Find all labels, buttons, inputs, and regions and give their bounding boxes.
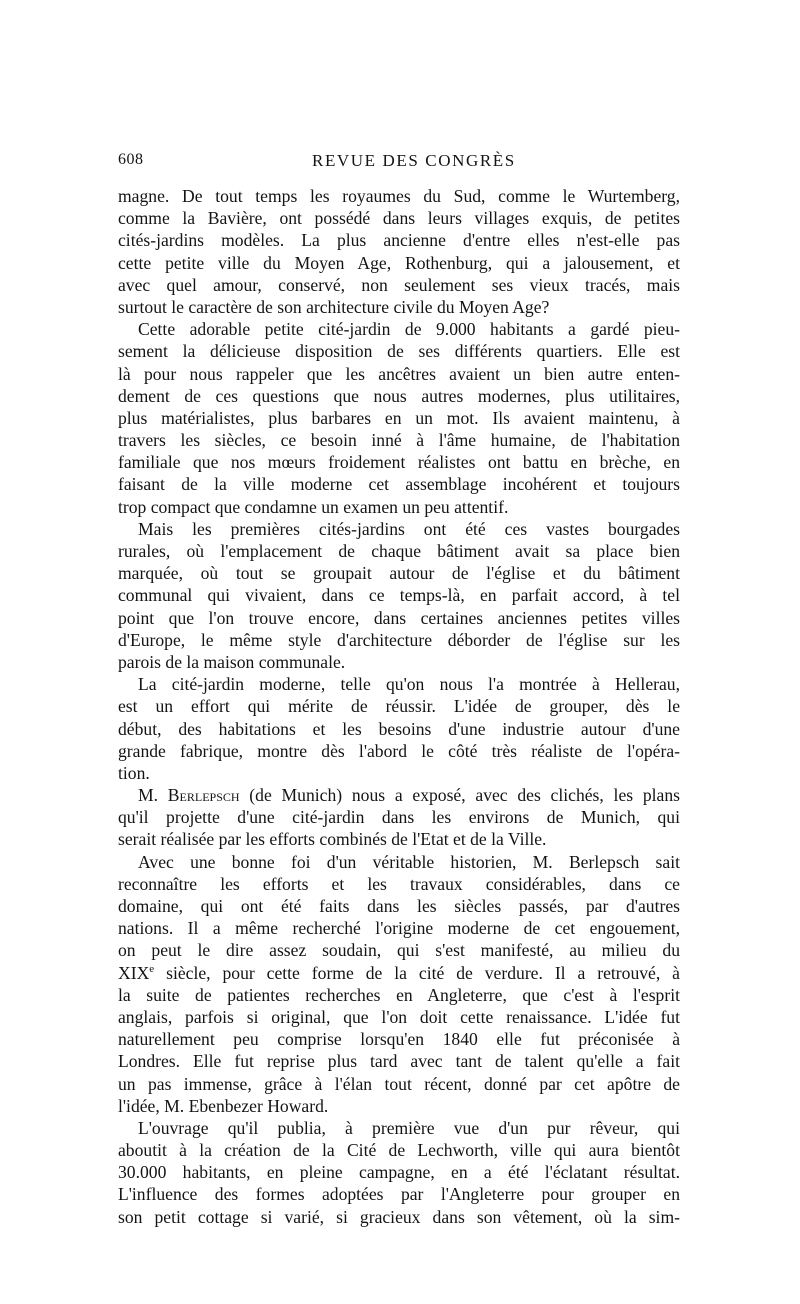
text-line: 30.000 habitants, en pleine campagne, en a été l'éclatant résultat. [118, 1162, 680, 1183]
superscript: e [149, 962, 155, 975]
speaker-name: Berlepsch [167, 785, 240, 806]
text-line: point que l'on trouve encore, dans certaines anciennes petites villes [118, 607, 680, 628]
text-line: anglais, parfois si original, que l'on doit cette renaissance. L'idée fut [118, 1006, 680, 1027]
running-title: REVUE DES CONGRÈS [312, 151, 516, 170]
text-line: L'ouvrage qu'il publia, à première vue d'un pur rêveur, qui [138, 1117, 680, 1138]
paragraph [118, 185, 680, 318]
text-line: qu'il projette d'une cité-jardin dans les environs de Munich, qui [118, 807, 680, 828]
text-line: un pas immense, grâce à l'élan tout récent, donné par cet apôtre de [118, 1073, 680, 1094]
text-fragment: (de Munich) nous a exposé, avec des clichés, les plans [239, 785, 680, 806]
text-line: cette petite ville du Moyen Age, Rothenburg, qui a jalousement, et [118, 252, 680, 273]
speaker-title: M. [138, 785, 168, 806]
body-text [118, 185, 680, 1228]
text-line: domaine, qui ont été faits dans les siècles passés, par d'autres [118, 896, 680, 916]
text-line: trop compact que condamne un examen un peu attentif. [118, 496, 509, 517]
text-line: rurales, où l'emplacement de chaque bâtiment avait sa place bien [118, 541, 680, 561]
text-line: communal qui vivaient, dans ce temps-là, en parfait accord, à tel [118, 585, 680, 606]
text-line: Cette adorable petite cité-jardin de 9.000 habitants a gardé pieu- [138, 319, 680, 340]
running-head [118, 151, 680, 175]
paragraph [118, 784, 680, 851]
text-line: avec quel amour, conservé, non seulement ses vieux tracés, mais [118, 274, 680, 295]
text-line: travers les siècles, ce besoin inné à l'âme humaine, de l'habitation [118, 430, 680, 451]
text-line [118, 962, 680, 984]
text-line: début, des habitations et les besoins d'une industrie autour d'une [118, 718, 680, 739]
text-line: familiale que nos mœurs froidement réalistes ont battu en brèche, en [118, 452, 680, 473]
text-line: est un effort qui mérite de réussir. L'idée de grouper, dès le [118, 696, 680, 717]
text-line: aboutit à la création de la Cité de Lechworth, ville qui aura bientôt [118, 1140, 680, 1161]
text-line: tion. [118, 762, 150, 783]
text-line: Mais les premières cités-jardins ont été ces vastes bourgades [138, 518, 680, 539]
text-line: nations. Il a même recherché l'origine moderne de cet engouement, [118, 918, 680, 939]
paragraph [118, 1117, 680, 1228]
text-line: cités-jardins modèles. La plus ancienne d'entre elles n'est-elle pas [118, 230, 680, 251]
text-line: l'idée, M. Ebenbezer Howard. [118, 1095, 329, 1116]
text-fragment: siècle, pour cette forme de la cité de verdure. Il a retrouvé, à [154, 962, 680, 983]
page-number: 608 [118, 151, 144, 168]
text-line: d'Europe, le même style d'architecture déborder de l'église sur les [118, 629, 680, 650]
text-line: reconnaître les efforts et les travaux considérables, dans ce [118, 873, 680, 894]
text-line: là pour nous rappeler que les ancêtres avaient un bien autre enten- [118, 363, 680, 384]
text-line: surtout le caractère de son architecture civile du Moyen Age? [118, 296, 550, 317]
text-line: grande fabrique, montre dès l'abord le côté très réaliste de l'opéra- [118, 740, 680, 761]
text-line [118, 784, 680, 806]
paragraph [118, 851, 680, 1117]
text-line: naturellement peu comprise lorsqu'en 1840 elle fut préconisée à [118, 1029, 680, 1050]
text-line: sement la délicieuse disposition de ses différents quartiers. Elle est [118, 341, 680, 362]
text-line: son petit cottage si varié, si gracieux dans son vêtement, où la sim- [118, 1206, 680, 1227]
text-line: La cité-jardin moderne, telle qu'on nous l'a montrée à Hellerau, [138, 674, 680, 695]
text-line: Londres. Elle fut reprise plus tard avec tant de talent qu'elle a fait [118, 1051, 680, 1072]
text-line: marquée, où tout se groupait autour de l'église et du bâtiment [118, 563, 680, 584]
text-line: la suite de patientes recherches en Angleterre, que c'est à l'esprit [118, 984, 680, 1005]
text-line: comme la Bavière, ont possédé dans leurs villages exquis, de petites [118, 208, 680, 229]
text-line: dement de ces questions que nous autres modernes, plus utilitaires, [118, 385, 680, 406]
paragraph [118, 518, 680, 673]
text-line: serait réalisée par les efforts combinés de l'Etat et de la Ville. [118, 829, 547, 850]
text-line: Avec une bonne foi d'un véritable historien, M. Berlepsch sait [138, 851, 680, 872]
text-line: parois de la maison communale. [118, 651, 346, 672]
text-line: faisant de la ville moderne cet assemblage incohérent et toujours [118, 474, 680, 495]
paragraph [118, 318, 680, 518]
text-line: magne. De tout temps les royaumes du Sud, comme le Wurtemberg, [118, 186, 680, 206]
text-line: on peut le dire assez soudain, qui s'est manifesté, au milieu du [118, 940, 680, 961]
text-line: plus matérialistes, plus barbares en un mot. Ils avaient maintenu, à [118, 407, 680, 428]
century-numeral: XIX [118, 962, 150, 983]
text-line: L'influence des formes adoptées par l'Angleterre pour grouper en [118, 1184, 680, 1205]
paragraph [118, 673, 680, 784]
